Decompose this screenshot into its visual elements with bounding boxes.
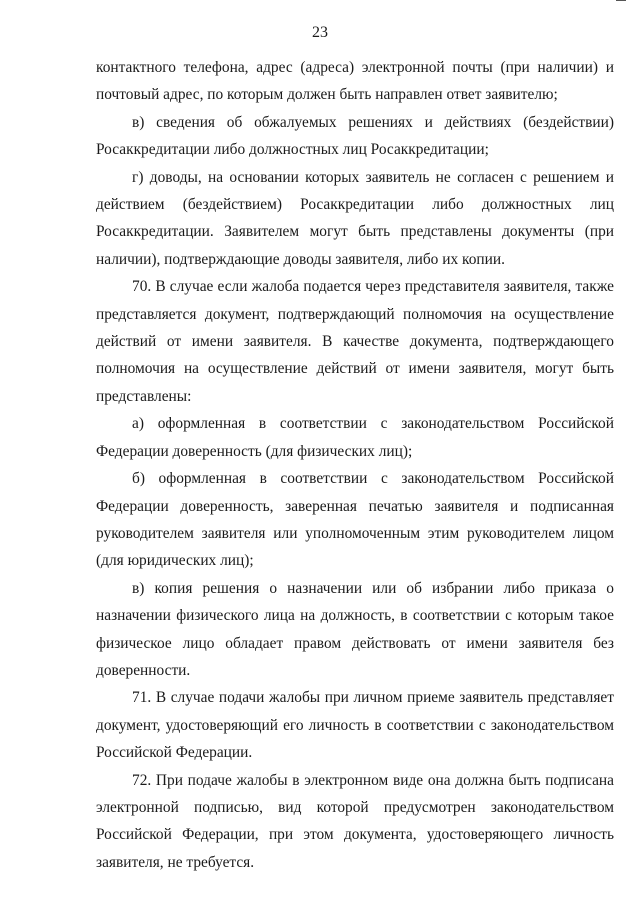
paragraph-contact-info: контактного телефона, адрес (адреса) электронной почты (при наличии) и почтовый адрес, по которым должен быть направлен ответ заявителю; — [96, 59, 614, 104]
paragraph-item-b-legal-entities: б) оформленная в соответствии с законодательством Российской Федерации доверенность, заверенная печатью заявителя и подписанная руководителем заявителя или уполномоченным этим руководителем лицом (для юридических лиц); — [96, 470, 614, 570]
paragraph-item-v-appointment-copy: в) копия решения о назначении или об избрании либо приказа о назначении физического лица на должность, в соответствии с которым такое физическое лицо обладает правом действовать от имени заявителя без доверенности. — [96, 579, 614, 679]
document-body — [96, 54, 614, 876]
paragraph-item-v-decisions: в) сведения об обжалуемых решениях и действиях (бездействии) Росаккредитации либо должностных лиц Росаккредитации; — [96, 113, 614, 159]
scan-corner-mark — [616, 0, 626, 4]
paragraph-71-personal-reception: 71. В случае подачи жалобы при личном приеме заявитель представляет документ, удостоверяющий его личность в соответствии с законодательством Российской Федерации. — [96, 689, 614, 762]
paragraph-70-representative: 70. В случае если жалоба подается через представителя заявителя, также представляется документ, подтверждающий полномочия на осуществление действий от имени заявителя. В качестве документа, подтверждающего полномочия на осуществление действий от имени заявителя, могут быть представлены: — [96, 278, 614, 405]
page-number: 23 — [312, 24, 328, 41]
paragraph-item-a-power-of-attorney: а) оформленная в соответствии с законодательством Российской Федерации доверенность (для физических лиц); — [96, 415, 614, 460]
paragraph-72-electronic-submission: 72. При подаче жалобы в электронном виде она должна быть подписана электронной подписью, вид которой предусмотрен законодательством Российской Федерации, при этом документа, удостоверяющего личность заявителя, не требуется. — [96, 771, 614, 871]
paragraph-item-g-arguments: г) доводы, на основании которых заявитель не согласен с решением и действием (бездействием) Росаккредитации либо должностных лиц Росаккредитации. Заявителем могут быть представлены документы (при наличии), подтверждающие доводы заявителя, либо их копии. — [96, 168, 614, 268]
